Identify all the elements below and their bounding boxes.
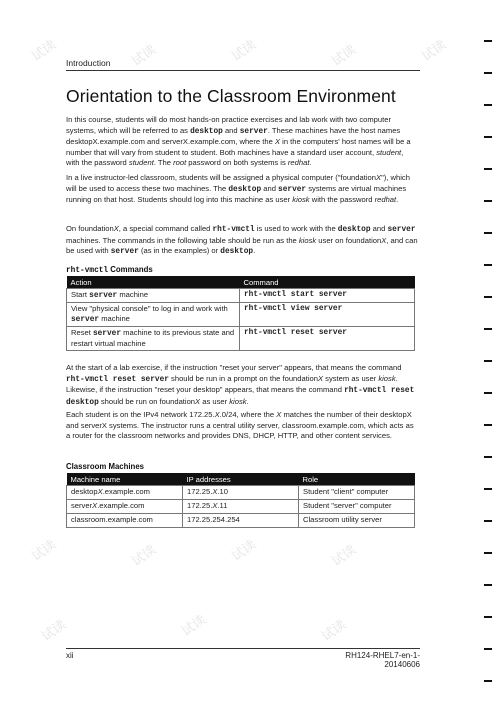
column-header-ip: IP addresses	[183, 473, 299, 486]
watermark: 试读	[228, 36, 259, 64]
table-row	[67, 500, 415, 514]
edge-mark	[484, 488, 492, 490]
edge-mark	[484, 264, 492, 266]
page-number: xii	[66, 651, 74, 660]
machine-name-cell: desktopX.example.com	[67, 486, 183, 500]
edge-mark	[484, 616, 492, 618]
table-row	[67, 289, 415, 303]
column-header-action: Action	[67, 276, 240, 289]
edge-mark	[484, 552, 492, 554]
edge-mark	[484, 680, 492, 682]
footer-rule	[66, 648, 420, 649]
action-cell: Start server machine	[67, 289, 240, 303]
edge-mark	[484, 520, 492, 522]
table-row	[67, 327, 415, 351]
ip-cell: 172.25.X.10	[183, 486, 299, 500]
action-cell: Reset server machine to its previous state and restart virtual machine	[67, 327, 240, 351]
ip-cell: 172.25.X.11	[183, 500, 299, 514]
edge-mark	[484, 72, 492, 74]
document-id: RH124-RHEL7-en-1-20140606	[345, 651, 420, 669]
watermark: 试读	[318, 616, 349, 644]
action-cell: View "physical console" to log in and work with server machine	[67, 303, 240, 327]
machines-table	[66, 473, 415, 528]
table-header-row	[67, 276, 415, 289]
table-caption-machines: Classroom Machines	[66, 462, 144, 471]
header-rule	[66, 70, 420, 71]
column-header-machine-name: Machine name	[67, 473, 183, 486]
column-header-role: Role	[299, 473, 415, 486]
paragraph-rht-vmctl: On foundationX, a special command called rht-vmctl is used to work with the desktop and server machines. The commands in the following table should be run as the kiosk user on foundationX, and can be used with server (as in the examples) or desktop.	[66, 224, 418, 257]
command-cell: rht-vmctl reset server	[240, 327, 415, 351]
ip-cell: 172.25.254.254	[183, 514, 299, 528]
edge-mark	[484, 40, 492, 42]
role-cell: Student "server" computer	[299, 500, 415, 514]
commands-table	[66, 276, 415, 351]
watermark: 试读	[128, 541, 159, 569]
edge-mark	[484, 296, 492, 298]
table-header-row	[67, 473, 415, 486]
edge-mark	[484, 328, 492, 330]
table-row	[67, 514, 415, 528]
watermark: 试读	[328, 41, 359, 69]
watermark: 试读	[28, 36, 59, 64]
edge-mark	[484, 104, 492, 106]
edge-mark	[484, 392, 492, 394]
edge-mark	[484, 584, 492, 586]
machine-name-cell: classroom.example.com	[67, 514, 183, 528]
page-title: Orientation to the Classroom Environment	[66, 86, 396, 106]
edge-mark	[484, 136, 492, 138]
watermark: 试读	[28, 536, 59, 564]
watermark: 试读	[128, 41, 159, 69]
table-row	[67, 303, 415, 327]
machine-name-cell: serverX.example.com	[67, 500, 183, 514]
command-cell: rht-vmctl view server	[240, 303, 415, 327]
watermark: 试读	[418, 36, 449, 64]
table-row	[67, 486, 415, 500]
edge-mark	[484, 648, 492, 650]
paragraph-intro: In this course, students will do most hands-on practice exercises and lab work with two computer systems, which will be referred to as desktop and server. These machines have the host names desktopX.example.com and serverX.example.com, where the X in the computers' host names will be a number that will vary from student to student. Both machines have a standard user account, student, with the password student. The root password on both systems is redhat.	[66, 115, 411, 168]
paragraph-network: Each student is on the IPv4 network 172.25.X.0/24, where the X matches the number of their desktopX and serverX systems. The instructor runs a central utility server, classroom.example.com, which acts as a router for the classroom networks and provides DNS, DHCP, HTTP, and other content services.	[66, 410, 414, 441]
watermark: 试读	[38, 616, 69, 644]
edge-mark	[484, 168, 492, 170]
edge-mark	[484, 456, 492, 458]
role-cell: Classroom utility server	[299, 514, 415, 528]
edge-mark	[484, 232, 492, 234]
command-cell: rht-vmctl start server	[240, 289, 415, 303]
watermark: 试读	[328, 541, 359, 569]
edge-mark	[484, 200, 492, 202]
watermark: 试读	[178, 611, 209, 639]
chapter-header: Introduction	[66, 58, 111, 68]
watermark: 试读	[228, 536, 259, 564]
role-cell: Student "client" computer	[299, 486, 415, 500]
column-header-command: Command	[240, 276, 415, 289]
edge-mark	[484, 360, 492, 362]
edge-mark	[484, 424, 492, 426]
paragraph-foundation: In a live instructor-led classroom, students will be assigned a physical computer ("foundationX"), which will be used to access these two machines. The desktop and server systems are virtual machines running on that host. Students should log into this machine as user kiosk with the password redhat.	[66, 173, 410, 205]
table-caption-commands: rht-vmctl Commands	[66, 265, 153, 275]
paragraph-reset: At the start of a lab exercise, if the instruction "reset your server" appears, that means the command rht-vmctl reset server should be run in a prompt on the foundationX system as user kiosk. Likewise, if the instruction "reset your desktop" appears, that means the command rht-vmctl reset desktop should be run on foundationX as user kiosk.	[66, 363, 415, 407]
